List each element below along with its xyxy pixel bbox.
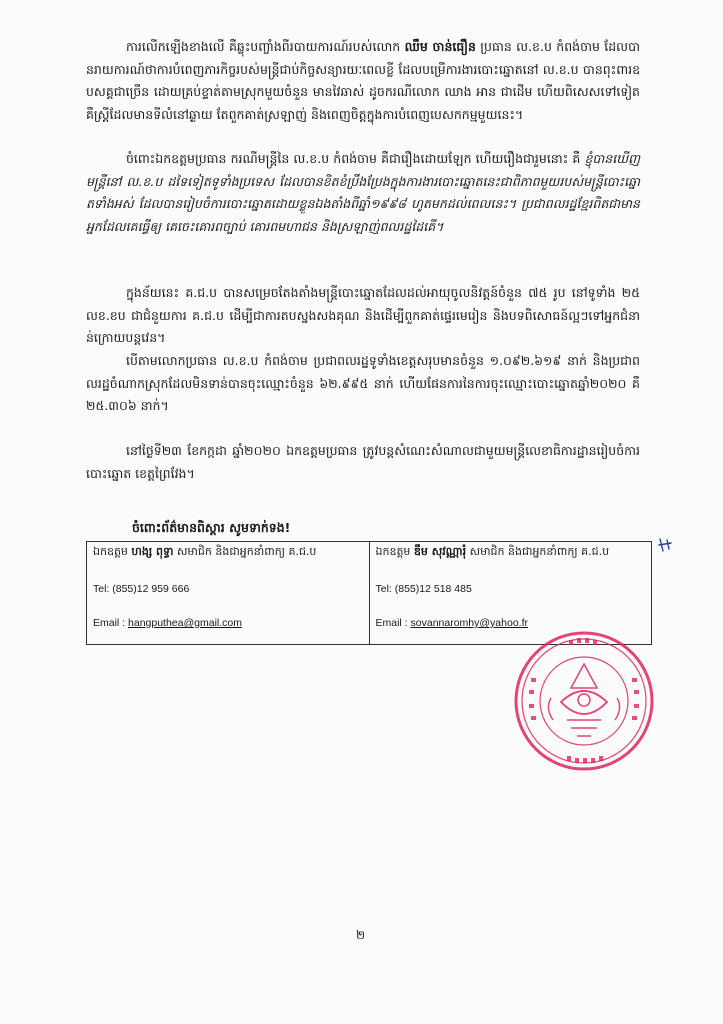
paragraph-2 (86, 148, 640, 238)
paragraph-5 (86, 440, 640, 485)
paragraph-1-text-b: ប្រធាន ល.ខ.ប កំពង់ចាម ដែលបានរាយការណ៍ថាការបំពេញភារកិច្ចរបស់មន្ត្រីជាប់កិច្ចសន្យារយៈពេលខ្លី ដែលបម្រើការងារបោះឆ្នោតនៅ ល.ខ.ប បានពុះពារឧបសគ្គជាច្រើន ដោយគ្រប់ខ្ទាត់តាមស្រុកមួយចំនួន មានវៃឆាស់ ដូចករណីលោក ឈាង អាន ជាដើម ហើយពិសេសទៅទៀត គឺស្ត្រីដែលមានទីលំនៅឆ្ងាយ តែពួកគាត់ស្រឡាញ់ និងពេញចិត្តក្នុងការបំពេញបេសកកម្មមួយនេះ។ (86, 39, 640, 122)
contact-1-name: ឯកឧត្តម ហង្ស ពុទ្ធា សមាជិក និងជាអ្នកនាំពាក្យ គ.ជ.ប (93, 545, 317, 558)
pen-mark-icon (657, 537, 673, 553)
paragraph-2-quote-italic: ខ្ញុំបានឃើញមន្ត្រីនៅ ល.ខ.ប ដទៃទៀតទូទាំងប្រទេស ដែលបានខិតខំប្រឹងប្រែងក្នុងការងារបោះឆ្នោតនេះជាពិភាពមួយរបស់មន្ត្រីបោះឆ្នោតទាំងអស់ ដែលបានរៀបចំការបោះឆ្នោតដោយខ្លួនឯងតាំងពីឆ្នាំ១៩៩៨ ហូតមកដល់ពេលនេះ។ ប្រជាពលរដ្ឋខ្មែរពិតជាមានអ្នកដែលគេធ្វើឲ្យ គេចេះគោរពច្បាប់ គោរពមហាជន និងស្រឡាញ់ពលរដ្ឋដៃគើ។ (86, 151, 640, 234)
official-seal-stamp-icon (511, 628, 657, 774)
contact-heading: ចំពោះព័ត៌មានពិស្តារ សូមទាក់ទង! (132, 520, 291, 535)
paragraph-4 (86, 350, 640, 418)
contact-2-name: ឯកឧត្តម ឌឹម សុវណ្ណារុំ សមាជិក និងជាអ្នកនាំពាក្យ គ.ជ.ប (375, 545, 610, 558)
contact-1-phone: Tel: (855)12 959 666 (93, 583, 190, 595)
contact-1-email: Email : hangputhea@gmail.com (93, 617, 242, 629)
paragraph-3 (86, 282, 640, 350)
paragraph-1-text-a: ការលើកឡើងខាងលើ គឺឆ្លុះបញ្ចាំងពីរបាយការណ៍របស់លោក (126, 39, 405, 54)
contact-card-1 (87, 542, 370, 645)
contact-1-email-link[interactable]: hangputhea@gmail.com (128, 617, 242, 629)
contact-2-email-link[interactable]: sovannaromhy@yahoo.fr (410, 617, 528, 629)
contact-2-phone: Tel: (855)12 518 485 (375, 583, 472, 595)
paragraph-4-text: បើតាមលោកប្រធាន ល.ខ.ប កំពង់ចាម ប្រជាពលរដ្ឋទូទាំងខេត្តសរុបមានចំនួន ១.០៩២.៦១៩ នាក់ និងប្រជាពលរដ្ឋចំណាកស្រុកដែលមិនទាន់បានចុះឈ្មោះចំនួន ៦២.៩៩៥ នាក់ ហើយផែនការនៃការចុះឈ្មោះបោះឆ្នោតឆ្នាំ២០២០ គឺ ២៥.៣០៦ នាក់។ (86, 353, 640, 413)
paragraph-3-text: ក្នុងន័យនេះ គ.ជ.ប បានសម្រេចតែងតាំងមន្ត្រីបោះឆ្នោតដែលដល់អាយុចូលនិវត្តន៍ចំនួន ៧៥ រូប នៅទូទាំង ២៥ លខ.ខប ជាជំនួយការ គ.ជ.ប ដើម្បីជាការតបស្នងសងគុណ និងដើម្បីពួកគាត់ផ្ទេរមេរៀន និងបទពិសោធន៍ល្អៗទៅអ្នកជំនាន់ក្រោយបន្តវេន។ (86, 285, 640, 345)
paragraph-5-text: នៅថ្ងៃទី២៣ ខែកក្កដា ឆ្នាំ២០២០ ឯកឧត្តមប្រធាន ត្រូវបន្តសំណេះសំណាលជាមួយមន្ត្រីលេខាធិការដ្ឋានរៀបចំការបោះឆ្នោត ខេត្តព្រៃវែង។ (86, 443, 640, 481)
paragraph-2-text-a: ចំពោះឯកឧត្តមប្រធាន ករណីមន្ត្រីនៃ ល.ខ.ប កំពង់ចាម គឺជារឿងដោយឡែក ហើយរឿងជារួមនោះ គឺ (126, 151, 585, 166)
page-number: ២ (356, 928, 366, 942)
paragraph-1-name-bold: ឈឹម ចាន់ធឿន (404, 39, 476, 54)
paragraph-1 (86, 36, 640, 126)
contact-2-email: Email : sovannaromhy@yahoo.fr (375, 617, 528, 629)
